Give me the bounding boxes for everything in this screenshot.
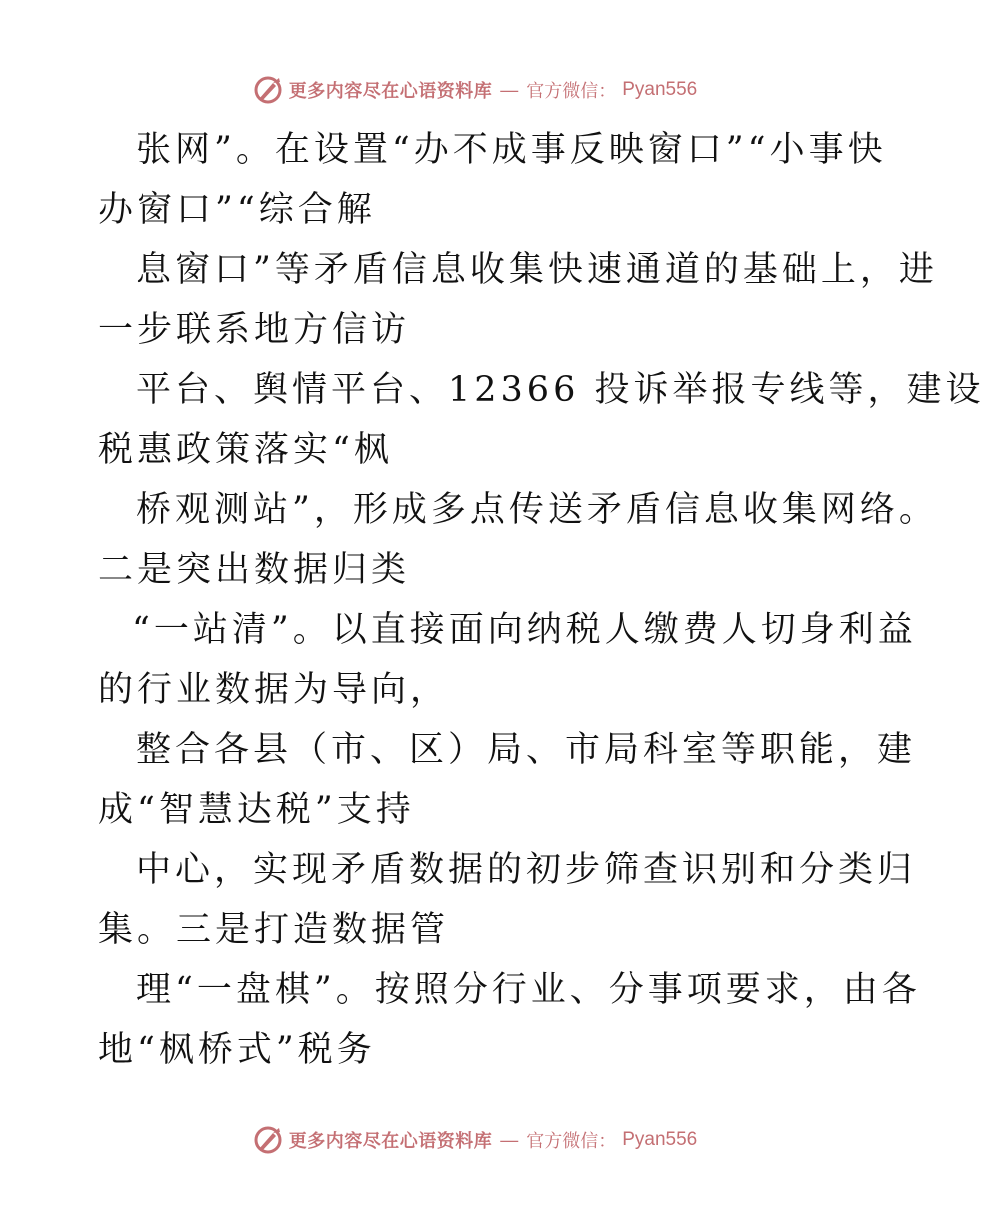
body-line: 地“枫桥式”税务: [98, 1030, 376, 1070]
body-line: “一站清”。以直接面向纳税人缴费人切身利益: [132, 610, 917, 650]
header-dash: —: [500, 79, 519, 100]
header-wechat-id: Pyan556: [622, 79, 698, 100]
quill-logo-icon: [253, 1125, 283, 1155]
body-line: 中心，实现矛盾数据的初步筛查识别和分类归: [136, 850, 917, 890]
body-line: 整合各县（市、区）局、市局科室等职能，建: [136, 730, 917, 770]
footer-site-text: 更多内容尽在心语资料库: [288, 1131, 493, 1152]
quill-logo-icon: [253, 75, 283, 105]
header-banner: [0, 70, 950, 110]
body-line: 理“一盘棋”。按照分行业、分事项要求，由各: [136, 970, 921, 1010]
body-line: 税惠政策落实“枫: [98, 430, 393, 470]
body-line: 成“智慧达税”支持: [98, 790, 415, 830]
body-line: 二是突出数据归类: [98, 550, 411, 590]
footer-dash: —: [500, 1129, 519, 1150]
footer-wechat-label: 官方微信：: [526, 1131, 617, 1152]
document-body: [98, 120, 984, 1080]
footer-banner: [0, 1120, 950, 1160]
body-line: 一步联系地方信访: [98, 310, 411, 350]
footer-wechat-id: Pyan556: [622, 1129, 698, 1150]
body-line: 桥观测站”，形成多点传送矛盾信息收集网络。: [136, 490, 938, 530]
header-wechat-label: 官方微信：: [526, 81, 617, 102]
body-line: 张网”。在设置“办不成事反映窗口”“小事快: [136, 130, 887, 170]
body-line: 办窗口”“综合解: [98, 190, 376, 230]
body-line: 的行业数据为导向，: [98, 670, 450, 710]
body-line: 平台、舆情平台、12366 投诉举报专线等，建设: [136, 370, 984, 410]
body-line: 息窗口”等矛盾信息收集快速通道的基础上，进: [136, 250, 938, 290]
header-site-text: 更多内容尽在心语资料库: [288, 81, 493, 102]
body-line: 集。三是打造数据管: [98, 910, 450, 950]
